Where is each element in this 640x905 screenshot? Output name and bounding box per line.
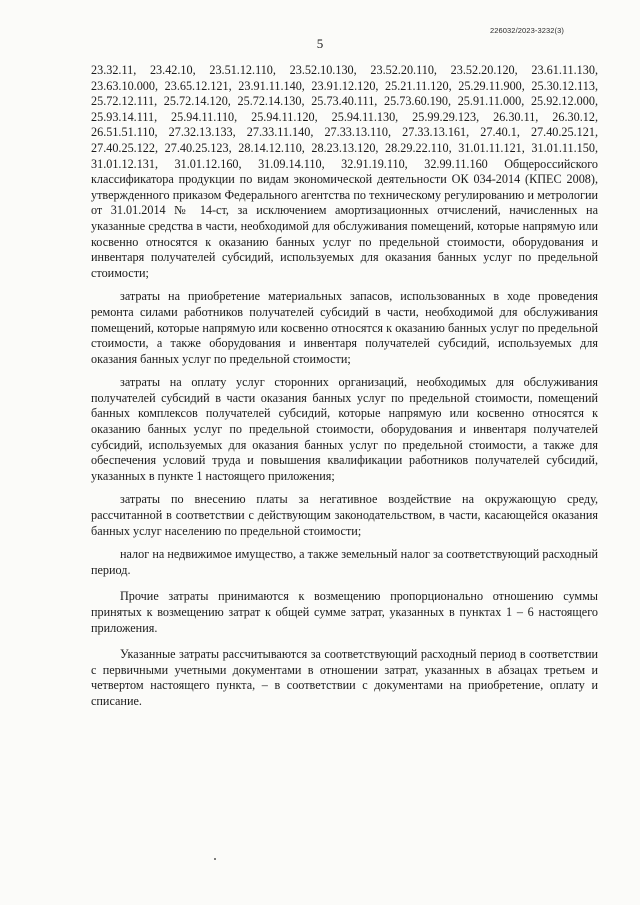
paragraph-property-tax: налог на недвижимое имущество, а также земельный налог за соответствующий расходный период. [91,547,598,577]
paragraph-environmental-fee: затраты по внесению платы за негативное воздействие на окружающую среду, рассчитанной в соответствии с действующим законодательством, в части, касающейся оказания банных услуг населению по предельной стоимости; [91,492,598,538]
paragraph-third-party-services: затраты на оплату услуг сторонних организаций, необходимых для обслуживания получателей субсидий в части оказания банных услуг по предельной стоимости, помещений банных комплексов получателей субсидий, которые напрямую или косвенно относятся к оказанию банных услуг по предельной стоимости, оборудования и инвентаря получателей субсидий, используемых для оказания банных услуг по предельной стоимости, а также для обеспечения условий труда и повышения квалификации работников получателей субсидий, указанных в пункте 1 настоящего приложения; [91,375,598,483]
page-number: 5 [316,36,324,51]
paragraph-other-costs: Прочие затраты принимаются к возмещению пропорционально отношению суммы принятых к возмещению затрат к общей сумме затрат, указанных в пунктах 1 – 6 настоящего приложения. [91,589,598,635]
document-registration-number: 226032/2023-3232(3) [489,26,564,35]
scan-speck [214,858,216,860]
paragraph-calculation-basis: Указанные затраты рассчитываются за соответствующий расходный период в соответствии с первичными учетными документами в отношении затрат, указанных в абзацах третьем и четвертом настоящего пункта, – в соответствии с документами на приобретение, оплату и списание. [91,647,598,708]
classifier-codes-paragraph: 23.32.11, 23.42.10, 23.51.12.110, 23.52.10.130, 23.52.20.110, 23.52.20.120, 23.61.11.130, 23.63.10.000, 23.65.12.121, 23.91.11.140, 23.91.12.120, 25.21.11.120, 25.29.11.900, 25.30.12.113, 25.72.12.111, 25.72.14.120, 25.72.14.130, 25.73.40.111, 25.73.60.190, 25.91.11.000, 25.92.12.000, 25.93.14.111, 25.94.11.110, 25.94.11.120, 25.94.11.130, 25.99.29.123, 26.30.11, 26.30.12, 26.51.51.110, 27.32.13.133, 27.33.11.140, 27.33.13.110, 27.33.13.161, 27.40.1, 27.40.25.121, 27.40.25.122, 27.40.25.123, 28.14.12.110, 28.23.13.120, 28.29.22.110, 31.01.11.121, 31.01.11.150, 31.01.12.131, 31.01.12.160, 31.09.14.110, 32.91.19.110, 32.99.11.160 Общероссийского классификатора продукции по видам экономической деятельности ОК 034-2014 (КПЕС 2008), утвержденного приказом Федерального агентства по техническому регулированию и метрологии от 31.01.2014 № 14-ст, за исключением амортизационных отчислений, начисленных на указанные средства в части, необходимой для обслуживания помещений, которые напрямую или косвенно относятся к оказанию банных услуг по предельной стоимости, оборудования и инвентаря получателей субсидий, используемых для оказания банных услуг по предельной стоимости; [91,63,598,280]
paragraph-materials-costs: затраты на приобретение материальных запасов, использованных в ходе проведения ремонта силами работников получателей субсидий в части, необходимой для обслуживания помещений, которые напрямую или косвенно относятся к оказанию банных услуг по предельной стоимости, а также оборудования и инвентаря получателей субсидий, используемых для оказания банных услуг по предельной стоимости; [91,289,598,366]
document-body [91,63,598,710]
